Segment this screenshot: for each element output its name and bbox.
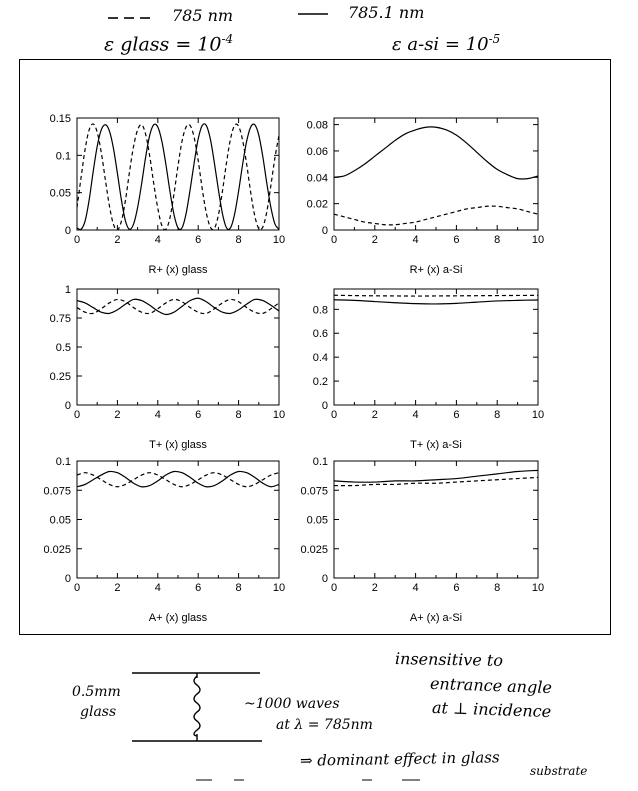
chart-2-xtick-label-1: 2 [371, 234, 378, 246]
chart-1-series-solid [77, 124, 279, 230]
chart-6-xtick-label-1: 2 [371, 582, 378, 594]
chart-2-xtick-label-0: 0 [330, 234, 338, 246]
insensitive-line3: at ⊥ incidence [431, 697, 552, 722]
chart-3-series-dashed [77, 299, 279, 313]
chart-6-xtick-label-2: 4 [412, 582, 419, 594]
chart-4-ytick-label-4: 0.8 [312, 304, 328, 317]
eps-glass-label: ε glass = 10 [104, 33, 222, 56]
chart-1-xtick-label-5: 10 [272, 234, 286, 246]
insensitive-line2: entrance angle [429, 673, 553, 698]
chart-2-xtick-label-4: 8 [494, 234, 501, 246]
chart-1-ytick-label-0: 0 [64, 225, 71, 237]
chart-5-ytick-label-1: 0.025 [43, 543, 71, 556]
chart-2-series-solid [334, 127, 538, 179]
chart-3-xtick-label-4: 8 [235, 409, 242, 421]
chart-6-ytick-label-4: 0.1 [312, 456, 328, 468]
chart-5-xtick-label-1: 2 [114, 582, 121, 594]
legend-dashed-label: 785 nm [172, 6, 234, 25]
chart-2-series-dashed [334, 206, 538, 225]
chart-3-xtick-label-5: 10 [272, 409, 286, 421]
chart-2-xlabel: R+ (x) a-Si [409, 264, 463, 276]
chart-1-xtick-label-2: 4 [154, 234, 161, 246]
waves-label: ~1000 waves [244, 696, 340, 712]
chart-5-xtick-label-0: 0 [73, 582, 81, 594]
eps-glass-exponent: -4 [221, 32, 234, 46]
glass-label: glass [80, 704, 117, 720]
chart-2-xtick-label-5: 10 [531, 234, 545, 246]
chart-3-axes-box [77, 289, 279, 405]
chart-6-series-dashed [334, 477, 538, 485]
chart-5-series-dashed [77, 473, 279, 487]
chart-2-ytick-label-2: 0.04 [306, 172, 328, 185]
wave-squiggle [194, 676, 200, 736]
chart-5-ytick-label-3: 0.075 [43, 485, 71, 498]
dominant-label: ⇒ dominant effect in glass [299, 748, 500, 770]
chart-4-ytick-label-0: 0 [321, 400, 328, 412]
chart-5-series-solid [77, 471, 279, 486]
chart-4-xlabel: T+ (x) a-Si [410, 439, 462, 451]
chart-2-xtick-label-3: 6 [453, 234, 460, 246]
chart-1-ytick-label-1: 0.05 [49, 187, 71, 200]
chart-3-series-solid [77, 298, 279, 314]
chart-2-ytick-label-3: 0.06 [306, 145, 328, 158]
chart-3-ytick-label-3: 0.75 [49, 313, 71, 325]
chart-4-axes-box [334, 289, 538, 405]
chart-4-series-solid [334, 300, 538, 304]
chart-4-xtick-label-3: 6 [453, 409, 460, 421]
chart-4-xtick-label-1: 2 [371, 409, 378, 421]
chart-6-xtick-label-3: 6 [453, 582, 460, 594]
legend-solid-label: 785.1 nm [348, 3, 425, 22]
eps-asi-exponent: -5 [488, 32, 501, 46]
chart-3-ytick-label-2: 0.5 [55, 342, 71, 354]
chart-4-xtick-label-4: 8 [494, 409, 501, 421]
chart-2-ytick-label-4: 0.08 [306, 119, 328, 132]
chart-2-ytick-label-1: 0.02 [306, 198, 328, 211]
chart-5-xtick-label-3: 6 [195, 582, 202, 594]
chart-5-xtick-label-2: 4 [154, 582, 161, 594]
chart-3-ytick-label-1: 0.25 [49, 371, 71, 383]
chart-6-series-solid [334, 470, 538, 482]
chart-2-ytick-label-0: 0 [321, 225, 328, 237]
chart-4-xtick-label-2: 4 [412, 409, 419, 421]
chart-5-ytick-label-4: 0.1 [55, 456, 71, 468]
chart-3-xlabel: T+ (x) glass [149, 439, 207, 451]
chart-6-ytick-label-1: 0.025 [300, 543, 328, 556]
chart-4-ytick-label-3: 0.6 [312, 328, 328, 341]
chart-3-xtick-label-3: 6 [195, 409, 202, 421]
chart-5-axes-box [77, 461, 279, 578]
chart-6-xtick-label-0: 0 [330, 582, 338, 594]
chart-3-xtick-label-2: 4 [154, 409, 161, 421]
chart-5-xtick-label-4: 8 [235, 582, 242, 594]
substrate-label: substrate [530, 764, 588, 778]
chart-1-xlabel: R+ (x) glass [148, 264, 208, 276]
chart-2-axes-box [334, 118, 538, 230]
eps-asi-label: ε a-si = 10 [392, 34, 489, 55]
chart-1-ytick-label-2: 0.1 [55, 150, 71, 163]
chart-1-xtick-label-3: 6 [195, 234, 202, 246]
chart-5-xtick-label-5: 10 [272, 582, 286, 594]
wavelength-label: at λ = 785nm [276, 717, 373, 733]
chart-5-xlabel: A+ (x) glass [148, 612, 208, 624]
chart-6-xtick-label-5: 10 [531, 582, 545, 594]
insensitive-line1: insensitive to [394, 649, 504, 670]
chart-1-ytick-label-3: 0.15 [49, 113, 71, 125]
chart-4-xtick-label-0: 0 [330, 409, 338, 421]
chart-3-ytick-label-4: 1 [64, 284, 71, 296]
chart-3-xtick-label-1: 2 [114, 409, 121, 421]
chart-3-ytick-label-0: 0 [64, 400, 71, 412]
chart-3-xtick-label-0: 0 [73, 409, 81, 421]
chart-1-series-dashed [77, 124, 279, 230]
chart-6-xtick-label-4: 8 [494, 582, 501, 594]
chart-6-ytick-label-0: 0 [321, 573, 328, 585]
chart-4-ytick-label-1: 0.2 [312, 376, 328, 389]
chart-4-series-dashed [334, 295, 538, 296]
chart-6-ytick-label-3: 0.075 [300, 485, 328, 498]
chart-2-xtick-label-2: 4 [412, 234, 419, 246]
chart-4-xtick-label-5: 10 [531, 409, 545, 421]
chart-1-xtick-label-1: 2 [114, 234, 121, 246]
chart-1-xtick-label-4: 8 [235, 234, 242, 246]
chart-4-ytick-label-2: 0.4 [312, 352, 328, 365]
chart-6-axes-box [334, 461, 538, 578]
chart-5-ytick-label-2: 0.05 [49, 514, 71, 527]
chart-6-xlabel: A+ (x) a-Si [409, 612, 463, 624]
chart-5-ytick-label-0: 0 [64, 573, 71, 585]
chart-6-ytick-label-2: 0.05 [306, 514, 328, 527]
chart-1-xtick-label-0: 0 [73, 234, 81, 246]
thickness-label: 0.5mm [72, 684, 121, 700]
